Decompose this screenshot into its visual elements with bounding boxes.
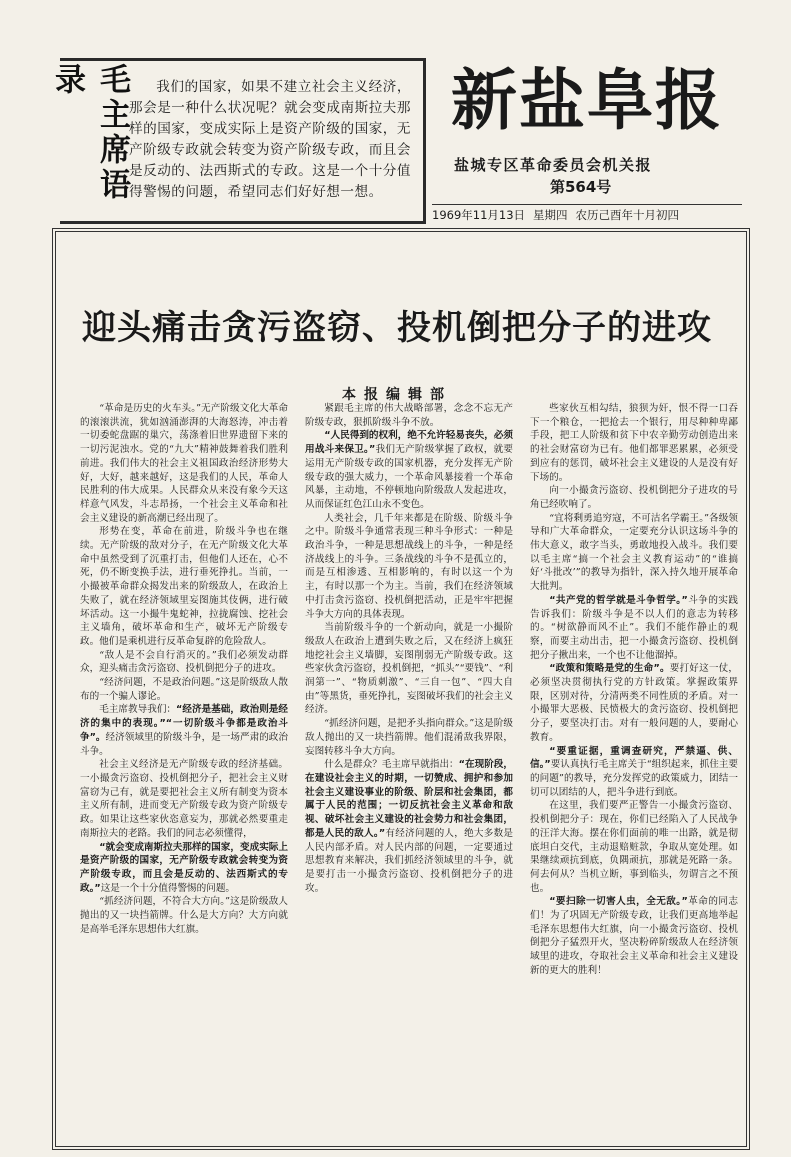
article-paragraph xyxy=(80,676,288,703)
article-paragraph xyxy=(80,703,288,758)
issue-number: 第564号 xyxy=(550,178,612,196)
article-paragraph xyxy=(530,745,738,800)
issue-date: 1969年11月13日 xyxy=(432,208,526,222)
paragraph-text: 我们无产阶级掌握了政权，就要运用无产阶级专政的国家机器，充分发挥无产阶级专政的强大威力，一个革命风暴接着一个革命风暴，主动地，不停顿地向阶级敌人发起进攻，从而保证红色江山永不变色。 xyxy=(305,444,513,510)
paragraph-text: 什么是群众？毛主席早就指出： xyxy=(324,759,459,771)
issue-lunar-date: 农历己酉年十月初四 xyxy=(575,208,680,222)
paragraph-text: 这是一个十分值得警惕的问题。 xyxy=(100,882,236,894)
emphasized-quote: “人民得到的权利，绝不允许轻易丧失，必须用战斗来保卫。” xyxy=(305,430,513,456)
paragraph-text: 毛主席教导我们： xyxy=(99,704,177,716)
article-paragraph xyxy=(80,402,288,525)
paragraph-text: 斗争的实践告诉我们：阶级斗争是不以人们的意志为转移的。“树欲静而风不止”。我们不能作静止的观察，而要主动出击，把一小撮贪污盗窃、投机倒把分子揪出来，一个也不让他溜掉。 xyxy=(530,594,738,661)
mao-quote-box xyxy=(49,58,426,224)
article-column-1 xyxy=(80,402,288,1122)
emphasized-quote: “就会变成南斯拉夫那样的国家，变成实际上是资产阶级的国家，无产阶级专政就会转变为资产阶级专政，而且会是反动的、法西斯式的专政。” xyxy=(80,841,288,894)
emphasized-quote: “共产党的哲学就是斗争哲学。” xyxy=(549,594,688,606)
article-paragraph xyxy=(305,429,513,511)
publisher-line: 盐城专区革命委员会机关报 xyxy=(454,156,653,174)
article-headline: 迎头痛击贪污盗窃、投机倒把分子的进攻 xyxy=(82,308,712,348)
masthead-title-zone xyxy=(432,58,742,220)
paragraph-text: 人类社会，几千年来都是在阶级、阶级斗争之中。阶级斗争通常表现三种斗争形式：一种是政治斗争，一种是思想战线上的斗争，一种是经济战线上的斗争。三条战线的斗争不是孤立的，而是互相渗透、互相影响的，有时以这一个为主，有时以那一个为主。当前，我们在经济领域中打击贪污盗窃、投机倒把活动，正是牢牢把握斗争大方向的具体表现。 xyxy=(305,512,513,620)
article-paragraph xyxy=(530,662,738,744)
paragraph-text: “抓经济问题，是把矛头指向群众。”这是阶级敌人抛出的又一块挡箭牌。他们混淆敌我界限，妄图转移斗争大方向。 xyxy=(305,718,513,757)
article-paragraph xyxy=(80,525,288,648)
paragraph-text: 要打好这一仗，必须坚决贯彻执行党的方针政策。掌握政策界限，区别对待，分清两类不同性质的矛盾。对一小撮罪大恶极、民愤极大的贪污盗窃、投机倒把分子，要坚决打击。对有一般问题的人，要耐心教育。 xyxy=(530,663,738,743)
emphasized-quote: “要扫除一切害人虫，全无敌。” xyxy=(549,896,688,908)
paper-title: 新盐阜报 xyxy=(451,62,723,139)
article-paragraph xyxy=(530,895,738,977)
paragraph-text: “宜将剩勇追穷寇，不可沽名学霸王。”各级领导和广大革命群众，一定要充分认识这场斗争的伟大意义，敢字当头，勇敢地投入战斗。我们要以毛主席“搞一个社会主义教育运动”的“谁搞好‘斗批改’”的教导为指针，深入持久地开展革命大批判。 xyxy=(530,512,738,593)
paragraph-text: “抓经济问题，不符合大方向。”这是阶级敌人抛出的又一块挡箭牌。什么是大方向？大方向就是高举毛泽东思想伟大红旗。 xyxy=(80,896,288,935)
article-paragraph xyxy=(305,758,513,895)
article-paragraph xyxy=(530,484,738,511)
article-paragraph xyxy=(80,649,288,676)
article-paragraph xyxy=(305,621,513,717)
article-paragraph xyxy=(305,402,513,429)
emphasized-quote: “在现阶段，在建设社会主义的时期，一切赞成、拥护和参加社会主义建设事业的阶级、阶层和社会集团，都属于人民的范围；一切反抗社会主义革命和敌视、破坏社会主义建设的社会势力和社会集团，都是人民的敌人。” xyxy=(305,759,513,839)
paragraph-text: 当前阶级斗争的一个新动向，就是一小撮阶级敌人在政治上遭到失败之后，又在经济上疯狂地挖社会主义墙脚，妄图削弱无产阶级专政。这些家伙贪污盗窃，投机倒把，“抓头”“要钱”、“利润第一”、“物质刺激”、“三自一包”、“四大自由”等黑货，垂死挣扎，妄图破坏我们的社会主义经济。 xyxy=(305,622,513,716)
article-paragraph xyxy=(305,512,513,622)
article-paragraph xyxy=(530,512,738,594)
paragraph-text: 革命的同志们！为了巩固无产阶级专政，让我们更高地举起毛泽东思想伟大红旗，向一小撮贪污盗窃、投机倒把分子猛烈开火，坚决粉碎阶级敌人在经济领域里的进攻，夺取社会主义革命和社会主义建设新的更大的胜利！ xyxy=(530,896,738,976)
article-paragraph xyxy=(530,594,738,663)
article-paragraph xyxy=(80,841,288,896)
article-paragraph xyxy=(80,758,288,840)
article-paragraph xyxy=(305,717,513,758)
article-column-3 xyxy=(530,402,738,1122)
paragraph-text: 紧跟毛主席的伟大战略部署，念念不忘无产阶级专政，狠抓阶级斗争不放。 xyxy=(305,403,513,428)
paragraph-text: 些家伙互相勾结，狼狈为奸，恨不得一口吞下一个粮仓，一把抢去一个银行，用尽种种卑鄙手段，把工人阶级和贫下中农辛勤劳动创造出来的社会财富窃为已有。他们都罪恶累累，必须受到应有的惩罚，破坏社会主义建设的人是没有好下场的。 xyxy=(530,403,738,483)
paragraph-text: 要认真执行毛主席关于“组织起来，抓住主要的问题”的教导，充分发挥党的政策威力，团结一切可以团结的人，把斗争进行到底。 xyxy=(530,759,738,798)
paragraph-text: 向一小撮贪污盗窃、投机倒把分子进攻的号角已经吹响了。 xyxy=(530,485,738,510)
date-line xyxy=(432,204,742,223)
article-paragraph xyxy=(530,799,738,895)
paragraph-text: “经济问题，不是政治问题。”这是阶级敌人散布的一个骗人谬论。 xyxy=(80,677,288,702)
article-paragraph xyxy=(530,402,738,484)
emphasized-quote: “经济是基础，政治则是经济的集中的表现。”“一切阶级斗争都是政治斗争”。 xyxy=(80,704,288,743)
paragraph-text: “革命是历史的火车头。”无产阶级文化大革命的滚滚洪流，犹如汹涌澎湃的大海怒涛，冲击着一切委蛇盘踞的巢穴，荡涤着旧世界遗留下来的一切污泥浊水。党的“九大”精神鼓舞着我们胜利前进。我们伟大的社会主义祖国政治经济形势大好，大好，越来越好，这是我们的人民，革命人民胜利的伟大成果。人民群众从来没有象今天这样意气风发，斗志昂扬，一个社会主义革命和社会主义建设的新高潮已经出现了。 xyxy=(80,403,288,524)
article-paragraph xyxy=(80,895,288,936)
paragraph-text: 有经济问题的人，绝大多数是人民内部矛盾。对人民内部的问题，一定要通过思想教育来解决，我们抓经济领域里的斗争，就是要打击一小撮贪污盗窃、投机倒把分子的进攻。 xyxy=(305,827,513,894)
paragraph-text: 在这里，我们要严正警告一小撮贪污盗窃、投机倒把分子：现在，你们已经陷入了人民战争的汪洋大海。摆在你们面前的唯一出路，就是彻底坦白交代，主动退赔赃款，争取从宽处理。如果继续顽抗到底，负隅顽抗，那就是死路一条。何去何从？当机立断，事到临头，勿谓言之不预也。 xyxy=(530,800,738,894)
paragraph-text: 形势在变，革命在前进，阶级斗争也在继续。无产阶级的敌对分子，在无产阶级文化大革命中虽然受到了沉重打击，但他们人还在，心不死，仍不断变换手法，进行垂死挣扎。当前，一小撮被革命群众揭发出来的阶级敌人，在政治上失败了，就在经济领域里妄图施其伎俩，进行破坏活动。这一小撮牛鬼蛇神，拉拢腐蚀、挖社会主义墙角，破坏革命和生产，破坏无产阶级专政。他们是乘机进行反革命复辟的危险敌人。 xyxy=(80,526,288,647)
paragraph-text: 经济领域里的阶级斗争，是一场严肃的政治斗争。 xyxy=(80,731,288,757)
issue-weekday: 星期四 xyxy=(533,208,568,222)
emphasized-quote: “要重证据，重调查研究，严禁逼、供、信。” xyxy=(530,745,738,771)
quote-text: 我们的国家，如果不建立社会主义经济，那会是一种什么状况呢？就会变成南斯拉夫那样的国家，变成实际上是资产阶级的国家，无产阶级专政就会转变为资产阶级专政，而且会是反动的、法西斯式的专政。这是一个十分值得警惕的问题，希望同志们好好想一想。 xyxy=(129,79,411,200)
paragraph-text: “敌人是不会自行消灭的。”我们必须发动群众，迎头痛击贪污盗窃、投机倒把分子的进攻。 xyxy=(80,649,288,675)
paragraph-text: 社会主义经济是无产阶级专政的经济基础。一小撮贪污盗窃、投机倒把分子，把社会主义财富窃为己有，就是要把社会主义所有制变为资本主义所有制，进而变无产阶级专政为资产阶级专政。如果让这些家伙恣意妄为，那就必然要重走南斯拉夫的老路。我们的同志必须懂得， xyxy=(80,759,288,839)
quote-label: 毛主席语录 xyxy=(45,61,135,221)
emphasized-quote: “政策和策略是党的生命”。 xyxy=(549,663,670,675)
article-byline: 本报编辑部 xyxy=(342,387,452,403)
quote-label-panel xyxy=(49,61,130,221)
article-column-2 xyxy=(305,402,513,1122)
